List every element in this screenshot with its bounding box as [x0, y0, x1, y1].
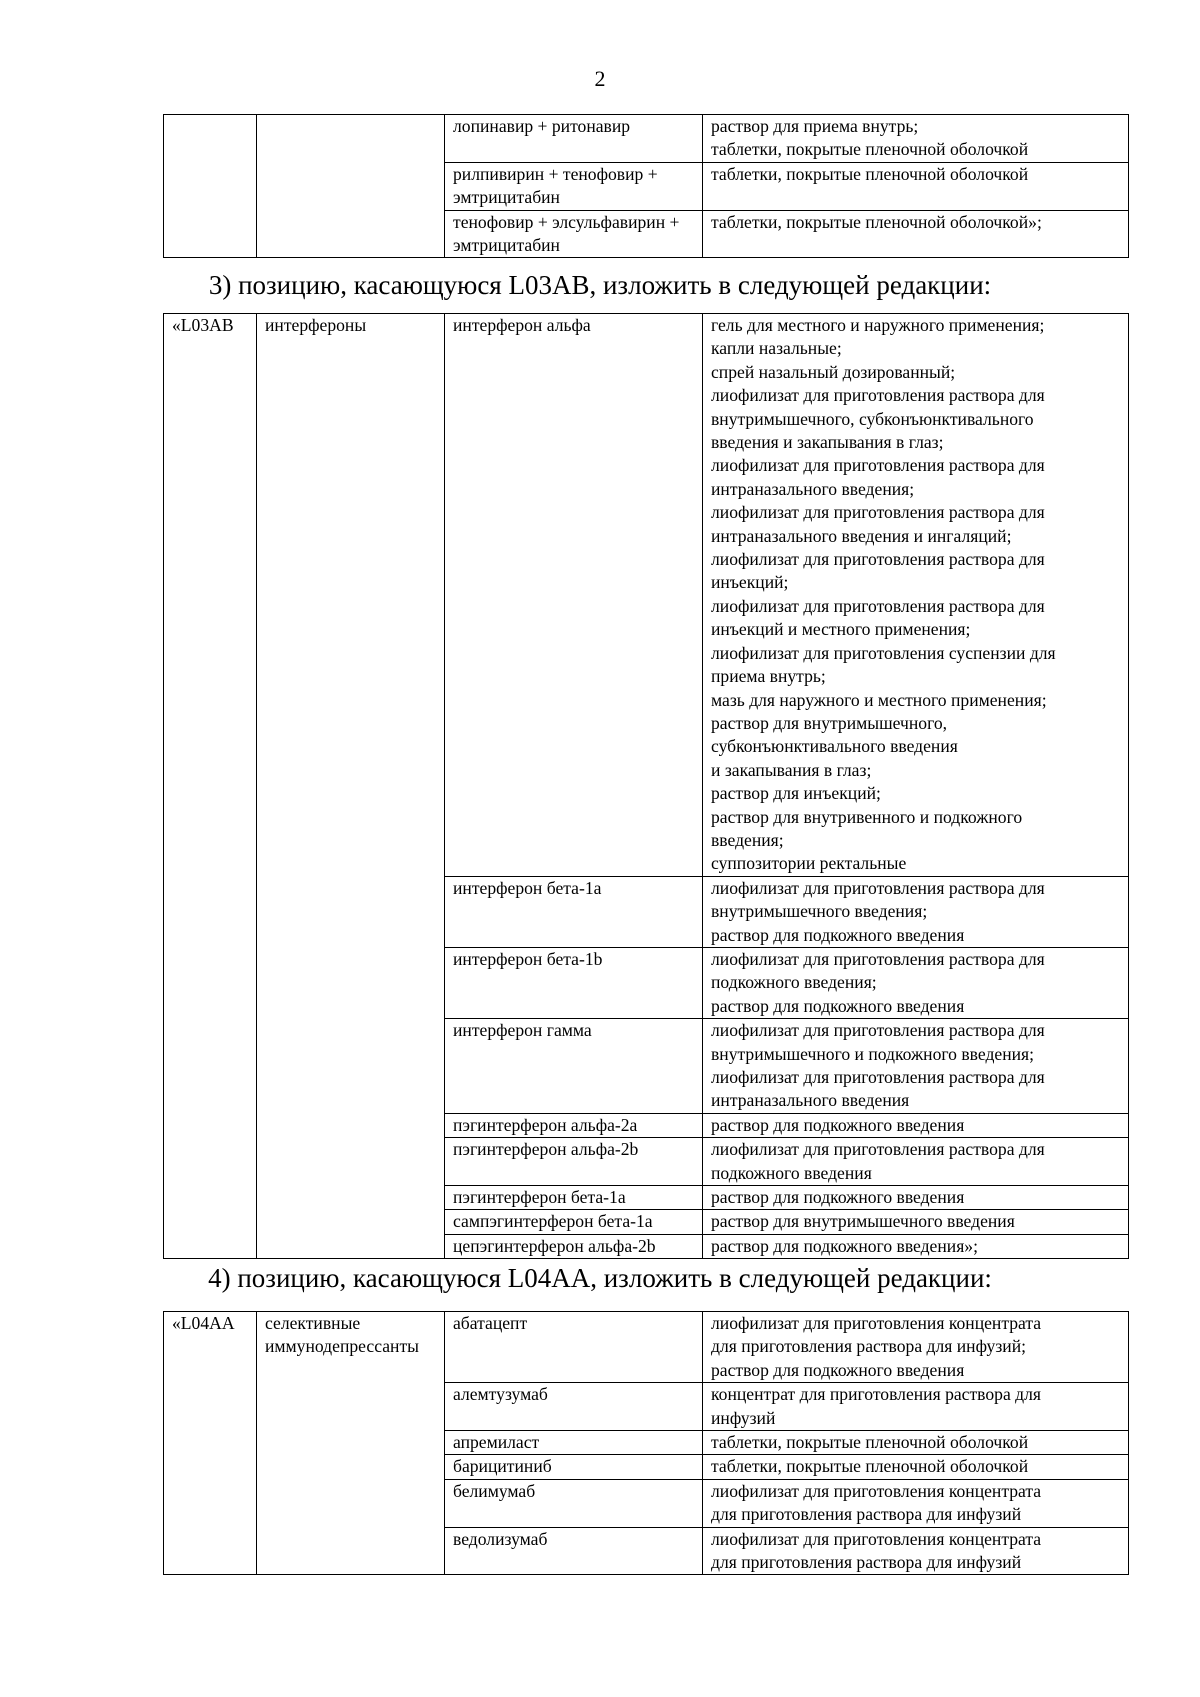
forms-cell: лиофилизат для приготовления раствора для подкожного введения: [703, 1138, 1129, 1186]
drug-cell: алемтузумаб: [445, 1383, 703, 1431]
forms-cell: таблетки, покрытые пленочной оболочкой: [703, 162, 1129, 210]
forms-cell: концентрат для приготовления раствора для инфузий: [703, 1383, 1129, 1431]
drug-cell: сампэгинтерферон бета-1a: [445, 1210, 703, 1234]
group-cell: интерфероны: [257, 314, 445, 1259]
forms-cell: лиофилизат для приготовления раствора для внутримышечного введения; раствор для подкожного введения: [703, 876, 1129, 947]
forms-cell: таблетки, покрытые пленочной оболочкой»;: [703, 210, 1129, 258]
drug-cell: ведолизумаб: [445, 1527, 703, 1575]
forms-cell: раствор для приема внутрь; таблетки, покрытые пленочной оболочкой: [703, 115, 1129, 163]
drug-cell: интерферон бета-1a: [445, 876, 703, 947]
section-4-heading: 4) позицию, касающуюся L04AA, изложить в следующей редакции:: [208, 1263, 992, 1293]
forms-cell: раствор для подкожного введения: [703, 1113, 1129, 1137]
l04aa-table: [163, 1311, 1129, 1575]
drug-cell: пэгинтерферон альфа-2b: [445, 1138, 703, 1186]
code-cell: «L03AB: [164, 314, 257, 1259]
forms-cell: раствор для подкожного введения»;: [703, 1234, 1129, 1258]
drug-cell: интерферон альфа: [445, 314, 703, 877]
group-cell: селективные иммунодепрессанты: [257, 1312, 445, 1575]
continuation-table: [163, 114, 1129, 258]
drug-cell: пэгинтерферон альфа-2a: [445, 1113, 703, 1137]
forms-cell: таблетки, покрытые пленочной оболочкой: [703, 1455, 1129, 1479]
table-row: [164, 314, 1129, 877]
group-cell: [257, 115, 445, 258]
code-cell: [164, 115, 257, 258]
drug-cell: рилпивирин + тенофовир + эмтрицитабин: [445, 162, 703, 210]
forms-cell: гель для местного и наружного применения; капли назальные; спрей назальный дозированный; лиофилизат для приготовления раствора для внутримышечного, субконъюнктивального введения и закапывания в глаз; лиофилизат для приготовления раствора для интраназального введения; лиофилизат для приготовления раствора для интраназального введения и ингаляций; лиофилизат для приготовления раствора для инъекций; лиофилизат для приготовления раствора для инъекций и местного применения; лиофилизат для приготовления суспензии для приема внутрь; мазь для наружного и местного применения; раствор для внутримышечного, субконъюнктивального введения и закапывания в глаз; раствор для инъекций; раствор для внутривенного и подкожного введения; суппозитории ректальные: [703, 314, 1129, 877]
forms-cell: лиофилизат для приготовления раствора для подкожного введения; раствор для подкожного введения: [703, 947, 1129, 1018]
page-number: 2: [594, 66, 606, 91]
code-cell: «L04AA: [164, 1312, 257, 1575]
drug-cell: цепэгинтерферон альфа-2b: [445, 1234, 703, 1258]
drug-cell: барицитиниб: [445, 1455, 703, 1479]
section-3-heading: 3) позицию, касающуюся L03AB, изложить в следующей редакции:: [208, 270, 992, 300]
drug-cell: тенофовир + элсульфавирин + эмтрицитабин: [445, 210, 703, 258]
table-row: [164, 1312, 1129, 1383]
forms-cell: таблетки, покрытые пленочной оболочкой: [703, 1431, 1129, 1455]
drug-cell: пэгинтерферон бета-1a: [445, 1186, 703, 1210]
forms-cell: лиофилизат для приготовления концентрата для приготовления раствора для инфузий; раствор для подкожного введения: [703, 1312, 1129, 1383]
drug-cell: апремиласт: [445, 1431, 703, 1455]
forms-cell: лиофилизат для приготовления концентрата для приготовления раствора для инфузий: [703, 1527, 1129, 1575]
drug-cell: интерферон гамма: [445, 1019, 703, 1114]
forms-cell: лиофилизат для приготовления концентрата для приготовления раствора для инфузий: [703, 1479, 1129, 1527]
forms-cell: раствор для подкожного введения: [703, 1186, 1129, 1210]
drug-cell: белимумаб: [445, 1479, 703, 1527]
drug-cell: лопинавир + ритонавир: [445, 115, 703, 163]
table-row: [164, 115, 1129, 163]
l03ab-table: [163, 313, 1129, 1259]
forms-cell: раствор для внутримышечного введения: [703, 1210, 1129, 1234]
drug-cell: интерферон бета-1b: [445, 947, 703, 1018]
forms-cell: лиофилизат для приготовления раствора для внутримышечного и подкожного введения; лиофилизат для приготовления раствора для интраназального введения: [703, 1019, 1129, 1114]
drug-cell: абатацепт: [445, 1312, 703, 1383]
